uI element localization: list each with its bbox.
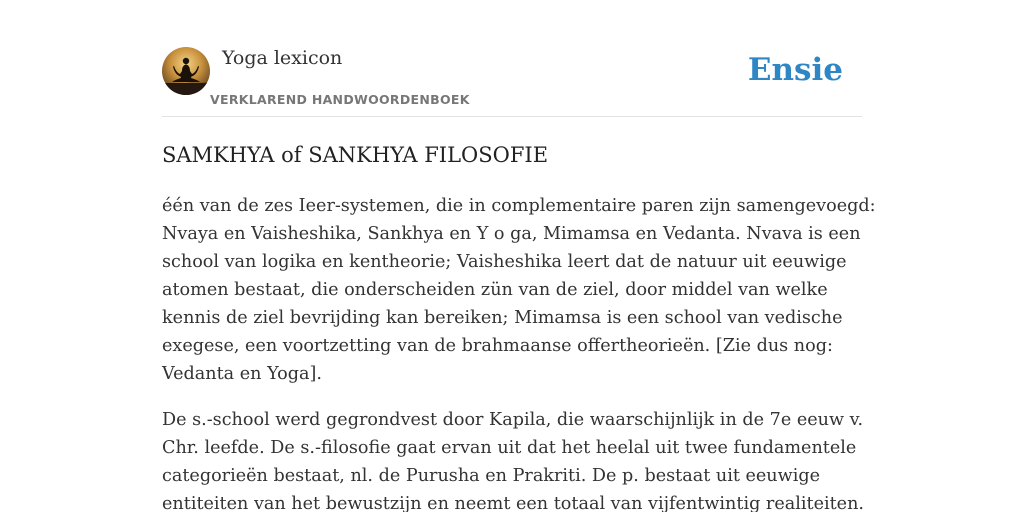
- text-line: kennis de ziel bevrijding kan bereiken; Mimamsa is een school van vedische: [162, 308, 843, 328]
- text-line: één van de zes Ieer-systemen, die in complementaire paren zijn samengevoegd:: [162, 196, 876, 216]
- meditation-silhouette-icon: [162, 47, 210, 95]
- entry-title: SAMKHYA of SANKHYA FILOSOFIE: [162, 143, 549, 167]
- brand-logo[interactable]: Ensie: [747, 52, 843, 88]
- text-line: exegese, een voortzetting van de brahmaanse offertheorieën. [Zie dus nog:: [162, 336, 833, 356]
- entry-paragraph: [162, 192, 876, 388]
- lexicon-avatar[interactable]: [162, 47, 210, 95]
- lexicon-subtitle: VERKLAREND HANDWOORDENBOEK: [210, 92, 470, 107]
- lexicon-title[interactable]: Yoga lexicon: [222, 47, 343, 69]
- lexicon-header: [162, 46, 862, 117]
- text-line: Vedanta en Yoga].: [162, 364, 322, 384]
- text-line: Chr. leefde. De s.-filosofie gaat ervan uit dat het heelal uit twee fundamentele: [162, 438, 857, 458]
- text-line: Nvaya en Vaisheshika, Sankhya en Y o ga, Mimamsa en Vedanta. Nvava is een: [162, 224, 861, 244]
- entry-body: [162, 192, 876, 512]
- entry-paragraph: [162, 406, 865, 512]
- text-line: atomen bestaat, die onderscheiden zün van de ziel, door middel van welke: [162, 280, 828, 300]
- text-line: De s.-school werd gegrondvest door Kapila, die waarschijnlijk in de 7e eeuw v.: [162, 410, 864, 430]
- text-line: entiteiten van het bewustzijn en neemt een totaal van vijfentwintig realiteiten.: [162, 494, 865, 512]
- text-line: categorieën bestaat, nl. de Purusha en Prakriti. De p. bestaat uit eeuwige: [162, 466, 820, 486]
- text-line: school van logika en kentheorie; Vaisheshika leert dat de natuur uit eeuwige: [162, 252, 847, 272]
